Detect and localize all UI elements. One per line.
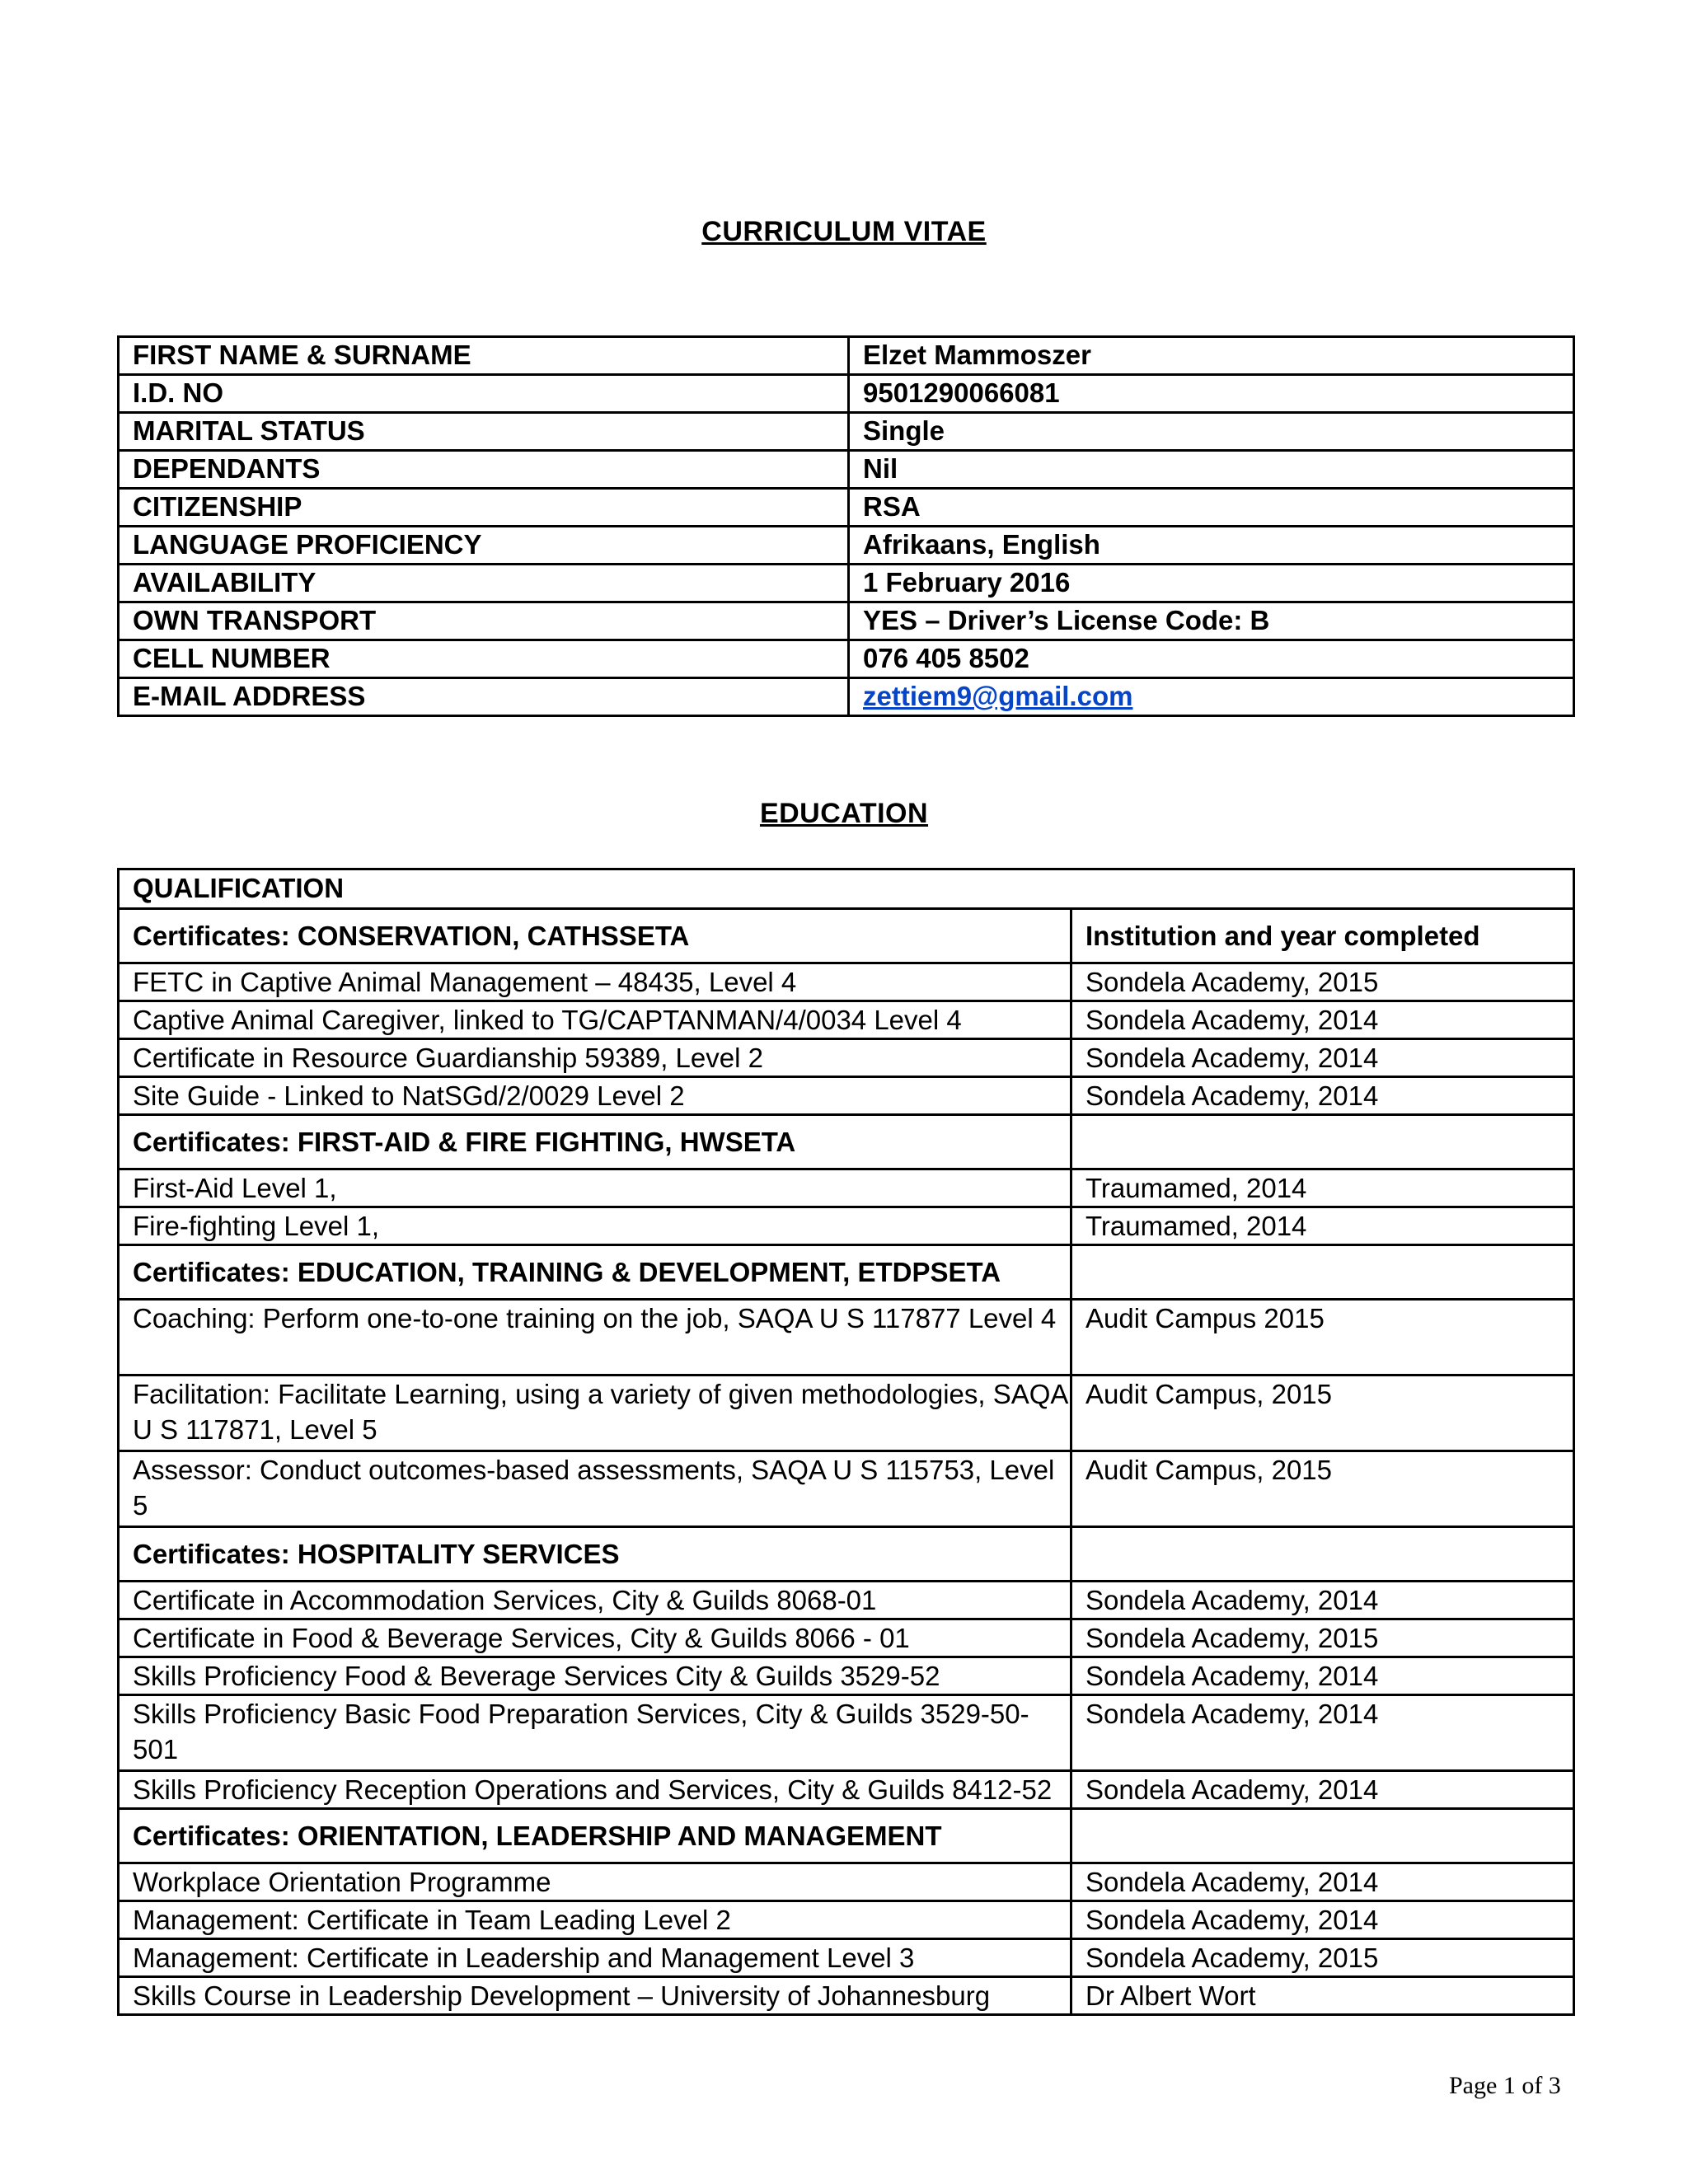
- institution: Sondela Academy, 2014: [1071, 1901, 1574, 1939]
- course-name: Captive Animal Caregiver, linked to TG/CAPTANMAN/4/0034 Level 4: [119, 1001, 1071, 1039]
- institution-header: Institution and year completed: [1071, 909, 1574, 963]
- table-row: [119, 1977, 1574, 2015]
- course-name: Facilitation: Facilitate Learning, using a variety of given methodologies, SAQA U S 117871, Level 5: [119, 1376, 1071, 1451]
- table-row: [119, 1619, 1574, 1657]
- table-row: [119, 1582, 1574, 1619]
- section-header-row: [119, 909, 1574, 963]
- empty-cell: [1071, 1115, 1574, 1169]
- table-row: [119, 565, 1574, 602]
- course-name: Workplace Orientation Programme: [119, 1863, 1071, 1901]
- table-row: [119, 413, 1574, 451]
- institution: Sondela Academy, 2015: [1071, 1619, 1574, 1657]
- field-label: DEPENDANTS: [119, 451, 849, 489]
- course-name: Certificate in Resource Guardianship 59389, Level 2: [119, 1039, 1071, 1077]
- personal-details-table: [117, 335, 1575, 717]
- table-row: [119, 678, 1574, 716]
- table-row: [119, 1300, 1574, 1376]
- table-row: [119, 1207, 1574, 1245]
- section-heading: Certificates: ORIENTATION, LEADERSHIP AND MANAGEMENT: [119, 1809, 1071, 1863]
- course-name: Coaching: Perform one-to-one training on the job, SAQA U S 117877 Level 4: [119, 1300, 1071, 1376]
- course-name: Skills Proficiency Reception Operations and Services, City & Guilds 8412-52: [119, 1771, 1071, 1809]
- section-header-row: [119, 1527, 1574, 1582]
- section-heading: Certificates: FIRST-AID & FIRE FIGHTING, HWSETA: [119, 1115, 1071, 1169]
- table-row: [119, 602, 1574, 640]
- field-label: CELL NUMBER: [119, 640, 849, 678]
- table-row: [119, 1039, 1574, 1077]
- field-value: Elzet Mammoszer: [849, 337, 1574, 375]
- table-row: [119, 1939, 1574, 1977]
- institution: Sondela Academy, 2014: [1071, 1695, 1574, 1771]
- table-row: [119, 489, 1574, 527]
- table-row: [119, 1376, 1574, 1451]
- field-value: Single: [849, 413, 1574, 451]
- course-name: Fire-fighting Level 1,: [119, 1207, 1071, 1245]
- table-row: [119, 1695, 1574, 1771]
- institution: Sondela Academy, 2014: [1071, 1771, 1574, 1809]
- institution: Audit Campus 2015: [1071, 1300, 1574, 1376]
- field-value: 9501290066081: [849, 375, 1574, 413]
- table-row: [119, 527, 1574, 565]
- table-row: [119, 1863, 1574, 1901]
- empty-cell: [1071, 1245, 1574, 1300]
- section-heading: Certificates: CONSERVATION, CATHSSETA: [119, 909, 1071, 963]
- course-name: Skills Course in Leadership Development – University of Johannesburg: [119, 1977, 1071, 2015]
- institution: Traumamed, 2014: [1071, 1169, 1574, 1207]
- institution: Sondela Academy, 2015: [1071, 963, 1574, 1001]
- section-heading: Certificates: HOSPITALITY SERVICES: [119, 1527, 1071, 1582]
- section-heading: Certificates: EDUCATION, TRAINING & DEVELOPMENT, ETDPSETA: [119, 1245, 1071, 1300]
- course-name: Certificate in Food & Beverage Services, City & Guilds 8066 - 01: [119, 1619, 1071, 1657]
- table-row: [119, 1077, 1574, 1115]
- field-label: LANGUAGE PROFICIENCY: [119, 527, 849, 565]
- table-row: [119, 375, 1574, 413]
- institution: Audit Campus, 2015: [1071, 1451, 1574, 1527]
- education-heading: EDUCATION: [759, 798, 929, 829]
- table-row: [119, 337, 1574, 375]
- section-header-row: [119, 1809, 1574, 1863]
- field-label: AVAILABILITY: [119, 565, 849, 602]
- course-name: Certificate in Accommodation Services, City & Guilds 8068-01: [119, 1582, 1071, 1619]
- table-row: [119, 1001, 1574, 1039]
- qualification-header: QUALIFICATION: [119, 869, 1574, 909]
- field-value: RSA: [849, 489, 1574, 527]
- course-name: Management: Certificate in Team Leading Level 2: [119, 1901, 1071, 1939]
- institution: Traumamed, 2014: [1071, 1207, 1574, 1245]
- institution: Audit Campus, 2015: [1071, 1376, 1574, 1451]
- institution: Sondela Academy, 2014: [1071, 1077, 1574, 1115]
- field-label: I.D. NO: [119, 375, 849, 413]
- table-row: [119, 451, 1574, 489]
- section-header-row: [119, 1245, 1574, 1300]
- institution: Dr Albert Wort: [1071, 1977, 1574, 2015]
- table-row: [119, 1657, 1574, 1695]
- email-link[interactable]: zettiem9@gmail.com: [863, 681, 1133, 711]
- table-row: [119, 640, 1574, 678]
- institution: Sondela Academy, 2014: [1071, 1582, 1574, 1619]
- table-row: [119, 1169, 1574, 1207]
- field-value: Afrikaans, English: [849, 527, 1574, 565]
- field-label: FIRST NAME & SURNAME: [119, 337, 849, 375]
- field-value: 1 February 2016: [849, 565, 1574, 602]
- page-number: Page 1 of 3: [1449, 2072, 1561, 2099]
- section-header-row: [119, 1115, 1574, 1169]
- table-row: [119, 1771, 1574, 1809]
- field-label: E-MAIL ADDRESS: [119, 678, 849, 716]
- email-cell: [849, 678, 1574, 716]
- qualification-header-row: [119, 869, 1574, 909]
- course-name: Skills Proficiency Food & Beverage Services City & Guilds 3529-52: [119, 1657, 1071, 1695]
- course-name: Skills Proficiency Basic Food Preparation Services, City & Guilds 3529-50-501: [119, 1695, 1071, 1771]
- education-table: [117, 868, 1575, 2016]
- page-title: CURRICULUM VITAE: [701, 216, 987, 247]
- institution: Sondela Academy, 2014: [1071, 1863, 1574, 1901]
- empty-cell: [1071, 1527, 1574, 1582]
- course-name: Site Guide - Linked to NatSGd/2/0029 Level 2: [119, 1077, 1071, 1115]
- table-row: [119, 1901, 1574, 1939]
- course-name: Assessor: Conduct outcomes-based assessments, SAQA U S 115753, Level 5: [119, 1451, 1071, 1527]
- field-label: CITIZENSHIP: [119, 489, 849, 527]
- table-row: [119, 1451, 1574, 1527]
- course-name: First-Aid Level 1,: [119, 1169, 1071, 1207]
- course-name: Management: Certificate in Leadership and Management Level 3: [119, 1939, 1071, 1977]
- institution: Sondela Academy, 2014: [1071, 1001, 1574, 1039]
- empty-cell: [1071, 1809, 1574, 1863]
- field-value: YES – Driver’s License Code: B: [849, 602, 1574, 640]
- table-row: [119, 963, 1574, 1001]
- institution: Sondela Academy, 2015: [1071, 1939, 1574, 1977]
- field-value: 076 405 8502: [849, 640, 1574, 678]
- institution: Sondela Academy, 2014: [1071, 1039, 1574, 1077]
- field-label: MARITAL STATUS: [119, 413, 849, 451]
- field-value: Nil: [849, 451, 1574, 489]
- field-label: OWN TRANSPORT: [119, 602, 849, 640]
- course-name: FETC in Captive Animal Management – 48435, Level 4: [119, 963, 1071, 1001]
- institution: Sondela Academy, 2014: [1071, 1657, 1574, 1695]
